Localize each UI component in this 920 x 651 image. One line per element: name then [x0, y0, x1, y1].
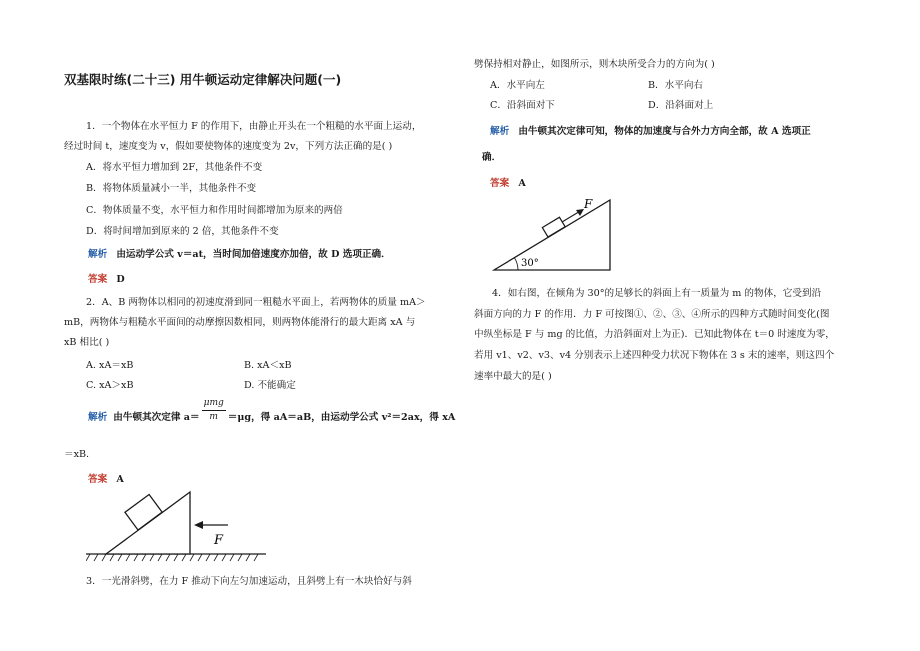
q3-option-d: D．沿斜面对上 [648, 100, 714, 111]
fraction-denominator: m [209, 412, 218, 422]
q1-analysis-text: 由运动学公式 v＝at，当时间加倍速度亦加倍，故 D 选项正确． [116, 249, 391, 260]
q3-option-b: B．水平向右 [648, 80, 704, 91]
q4-line4: 若用 v1、v2、v3、v4 分别表示上述四种受力状况下物体在 3 s 末的速率，则这四个 [474, 350, 835, 361]
analysis-label: 解析 [490, 126, 510, 137]
q3-analysis [490, 125, 811, 138]
q1-analysis [88, 248, 391, 261]
q2-line2: mB，两物体与粗糙水平面间的动摩擦因数相同，则两物体能滑行的最大距离 xA 与 [64, 317, 416, 328]
q4-line5: 速率中最大的是( ) [474, 371, 552, 382]
q4-line3: 中纵坐标是 F 与 mg 的比值，力沿斜面对上为正)．已知此物体在 t＝0 时速度为零， [474, 329, 835, 340]
q1-line1: 1．一个物体在水平恒力 F 的作用下，由静止开头在一个粗糙的水平面上运动， [86, 121, 422, 132]
q1-option-a: A．将水平恒力增加到 2F，其他条件不变 [86, 162, 263, 173]
q2-answer [88, 473, 124, 486]
q2-fraction [202, 398, 226, 424]
q4-line1: 4．如右图，在倾角为 30°的足够长的斜面上有一质量为 m 的物体，它受到沿 [492, 288, 822, 299]
q2-line3: xB 相比( ) [64, 337, 110, 348]
q1-option-b: B．将物体质量减小一半，其他条件不变 [86, 183, 257, 194]
q3-analysis-text: 由牛顿其次定律可知，物体的加速度与合外力方向全部，故 A 选项正 [518, 126, 811, 137]
wedge-force-figure [86, 488, 266, 566]
q2-line1: 2．A、B 两物体以相同的初速度滑到同一粗糙水平面上，若两物体的质量 mA＞ [86, 297, 426, 308]
q3-answer [490, 177, 526, 190]
q3-line2: 劈保持相对静止，如图所示，则木块所受合力的方向为( ) [474, 59, 715, 70]
q2-option-a: A. xA＝xB [86, 360, 134, 371]
q1-option-c: C．物体质量不变，水平恒力和作用时间都增加为原来的两倍 [86, 205, 343, 216]
q3-line1: 3．一光滑斜劈，在力 F 推动下向左匀加速运动，且斜劈上有一木块恰好与斜 [86, 576, 412, 587]
q1-answer-value: D [116, 274, 125, 285]
answer-label: 答案 [88, 274, 108, 285]
q2-analysis-pre: 由牛顿其次定律 a＝ [113, 412, 200, 423]
q1-answer [88, 273, 125, 286]
q2-analysis-post: ＝μg，得 aA＝aB，由运动学公式 v²＝2ax，得 xA [227, 412, 456, 423]
q2-option-d: D. 不能确定 [244, 380, 296, 391]
q4-line2: 斜面方向的力 F 的作用．力 F 可按图①、②、③、④所示的四种方式随时间变化(图 [474, 309, 830, 320]
q2-answer-value: A [116, 474, 124, 485]
q2-option-b: B. xA＜xB [244, 360, 292, 371]
analysis-label: 解析 [88, 249, 108, 260]
q1-line2: 经过时间 t，速度变为 v，假如要使物体的速度变为 2v，下列方法正确的是( ) [64, 141, 393, 152]
incline-figure [492, 196, 616, 272]
q3-answer-value: A [518, 178, 526, 189]
angle-label: 30° [521, 258, 539, 269]
force-label: F [584, 197, 593, 211]
q3-option-c: C．沿斜面对下 [490, 100, 555, 111]
q3-analysis-cont: 确． [482, 152, 502, 163]
answer-label: 答案 [88, 474, 108, 485]
page-title: 双基限时练(二十三) 用牛顿运动定律解决问题(一) [64, 72, 342, 87]
q2-analysis-end: ＝xB. [64, 449, 90, 460]
analysis-label: 解析 [88, 412, 108, 423]
fraction-numerator: μmg [202, 397, 226, 411]
q2-analysis [88, 398, 456, 424]
answer-label: 答案 [490, 178, 510, 189]
force-label: F [214, 533, 224, 548]
q2-option-c: C. xA＞xB [86, 380, 134, 391]
q1-option-d: D．将时间增加到原来的 2 倍，其他条件不变 [86, 226, 279, 237]
q3-option-a: A．水平向左 [490, 80, 545, 91]
